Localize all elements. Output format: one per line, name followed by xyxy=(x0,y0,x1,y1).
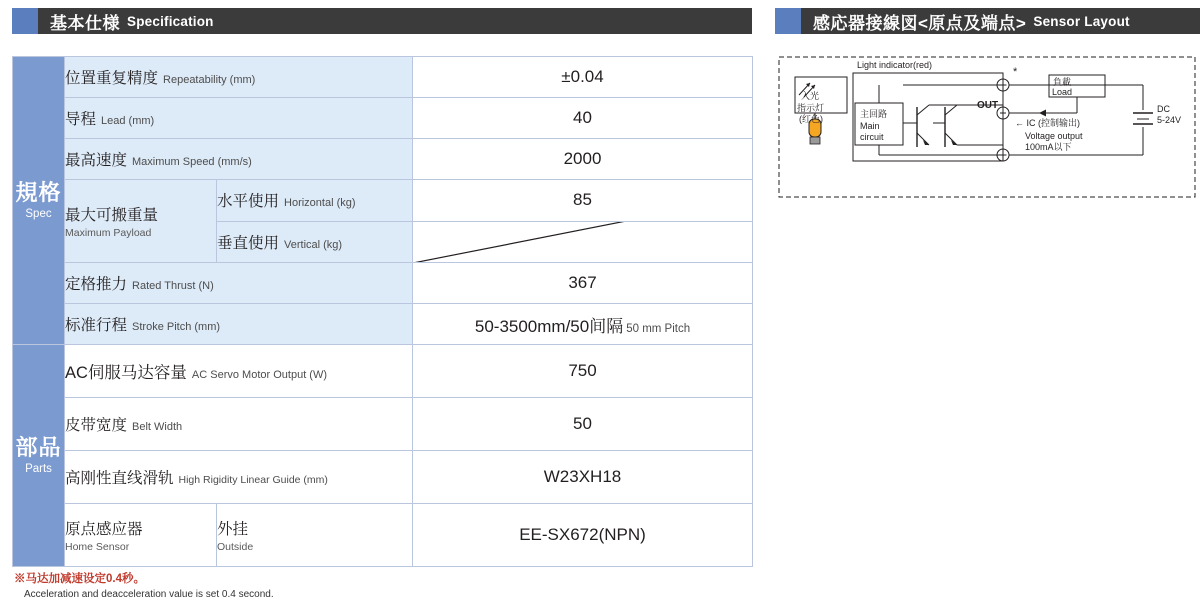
row-label-cn: 皮带宽度 xyxy=(65,417,128,434)
row-value-home-sensor: EE-SX672(NPN) xyxy=(413,504,753,567)
sensor-header-swatch xyxy=(775,8,801,34)
row-sublabel-en: Outside xyxy=(217,541,254,553)
row-label-home-sensor xyxy=(65,504,217,567)
spec-section-header xyxy=(12,8,752,34)
row-label-max-payload xyxy=(65,180,217,263)
row-value-rated-thrust: 367 xyxy=(413,263,753,304)
label-load-en: Load xyxy=(1051,87,1073,97)
row-value-stroke-pitch xyxy=(413,304,753,345)
sensor-section-header xyxy=(775,8,1200,34)
row-value-sub: 50 mm Pitch xyxy=(626,322,691,335)
table-row xyxy=(13,304,753,345)
row-label-rated-thrust xyxy=(65,263,413,304)
footnote xyxy=(14,570,714,600)
spec-header-swatch xyxy=(12,8,38,34)
footnote-en: Acceleration and deacceleration value is set 0.4 second. xyxy=(24,589,274,600)
row-label-cn: 位置重复精度 xyxy=(65,70,159,87)
row-label-en: Home Sensor xyxy=(65,541,130,553)
row-label-en: Repeatability (mm) xyxy=(163,74,256,86)
specification-table xyxy=(12,56,753,567)
row-sublabel-horizontal xyxy=(217,180,413,222)
group-label-en: Parts xyxy=(25,463,52,476)
row-sublabel-cn: 垂直使用 xyxy=(217,234,280,252)
row-sublabel-en: Horizontal (kg) xyxy=(284,197,356,210)
label-voltage-en2: 100mA以下 xyxy=(1025,142,1072,152)
row-label-en: Stroke Pitch (mm) xyxy=(132,321,221,333)
row-label-servo-output xyxy=(65,345,413,398)
label-light-indicator-en: Light indicator(red) xyxy=(857,60,933,70)
row-value-linear-guide: W23XH18 xyxy=(413,451,753,504)
group-label-cn: 部品 xyxy=(15,434,62,460)
row-label-lead xyxy=(65,98,413,139)
row-sublabel-vertical xyxy=(217,221,413,263)
row-value-main: 50-3500mm/50间隔 xyxy=(474,316,624,336)
diagonal-strike-icon xyxy=(413,222,753,263)
row-label-cn: 导程 xyxy=(65,111,97,128)
row-label-belt-width xyxy=(65,398,413,451)
row-sublabel-cn: 水平使用 xyxy=(217,193,280,211)
row-label-en: AC Servo Motor Output (W) xyxy=(191,369,328,381)
table-row xyxy=(13,139,753,180)
group-label-en: Spec xyxy=(25,208,52,221)
row-label-stroke-pitch xyxy=(65,304,413,345)
row-label-cn: 标准行程 xyxy=(65,317,128,334)
row-label-max-speed xyxy=(65,139,413,180)
sensor-diagram-svg xyxy=(777,55,1197,200)
label-voltage-en1: Voltage output xyxy=(1025,131,1083,141)
sensor-header-title-en: Sensor Layout xyxy=(1033,13,1130,29)
label-dc: DC xyxy=(1157,104,1170,114)
label-main-circuit-cn: 主回路 xyxy=(860,109,888,119)
label-dc-range: 5-24V xyxy=(1157,115,1182,125)
table-row xyxy=(13,98,753,139)
row-value-servo-output: 750 xyxy=(413,345,753,398)
row-sublabel-outside xyxy=(217,504,413,567)
table-row xyxy=(13,451,753,504)
table-row xyxy=(13,504,753,567)
table-row xyxy=(13,398,753,451)
group-cell-parts xyxy=(13,345,65,567)
label-ic-cn: ← IC (控制输出) xyxy=(1015,118,1080,128)
spec-header-bar xyxy=(38,8,752,34)
row-sublabel-en: Vertical (kg) xyxy=(284,238,343,251)
row-label-cn: AC伺服马达容量 xyxy=(65,364,187,382)
row-value-max-speed: 2000 xyxy=(413,139,753,180)
table-row xyxy=(13,180,753,222)
label-light-in-cn: 入光 xyxy=(801,91,820,101)
label-asterisk: * xyxy=(1013,66,1018,78)
row-sublabel-cn: 外挂 xyxy=(217,521,249,538)
group-label-cn: 規格 xyxy=(15,179,62,205)
row-label-en: Maximum Payload xyxy=(65,227,152,239)
label-main-circuit-en1: Main xyxy=(860,121,880,131)
row-label-linear-guide xyxy=(65,451,413,504)
row-label-cn: 最大可搬重量 xyxy=(65,207,159,224)
row-label-en: Lead (mm) xyxy=(101,115,155,127)
table-row xyxy=(13,57,753,98)
table-row xyxy=(13,263,753,304)
row-value-belt-width: 50 xyxy=(413,398,753,451)
row-label-en: Maximum Speed (mm/s) xyxy=(132,156,252,168)
label-main-circuit-en2: circuit xyxy=(860,132,884,142)
row-label-cn: 原点感应器 xyxy=(65,521,143,538)
spec-header-title-cn: 基本仕様 xyxy=(50,13,120,33)
label-indicator-color-cn: (红色) xyxy=(799,114,823,124)
row-label-cn: 最高速度 xyxy=(65,152,128,169)
row-value-lead: 40 xyxy=(413,98,753,139)
sensor-wiring-diagram xyxy=(777,55,1197,200)
row-value-horizontal: 85 xyxy=(413,180,753,222)
row-value-repeatability: ±0.04 xyxy=(413,57,753,98)
row-label-en: Rated Thrust (N) xyxy=(132,280,214,292)
label-load-cn: 負載 xyxy=(1052,77,1072,87)
row-label-en: High Rigidity Linear Guide (mm) xyxy=(178,474,328,486)
label-indicator-cn: 指示灯 xyxy=(797,103,825,113)
row-label-en: Belt Width xyxy=(132,421,183,433)
table-row xyxy=(13,345,753,398)
row-value-vertical-empty xyxy=(413,221,753,263)
label-out: OUT xyxy=(977,100,999,111)
footnote-cn: ※马达加减速设定0.4秒。 xyxy=(14,573,145,585)
row-label-repeatability xyxy=(65,57,413,98)
row-label-cn: 定格推力 xyxy=(65,276,128,293)
group-cell-spec xyxy=(13,57,65,345)
sensor-header-title-cn: 感応器接線図<原点及端点> xyxy=(813,13,1027,33)
spec-header-title-en: Specification xyxy=(127,13,214,29)
sensor-header-bar xyxy=(801,8,1200,34)
row-label-cn: 高刚性直线滑轨 xyxy=(65,470,174,487)
